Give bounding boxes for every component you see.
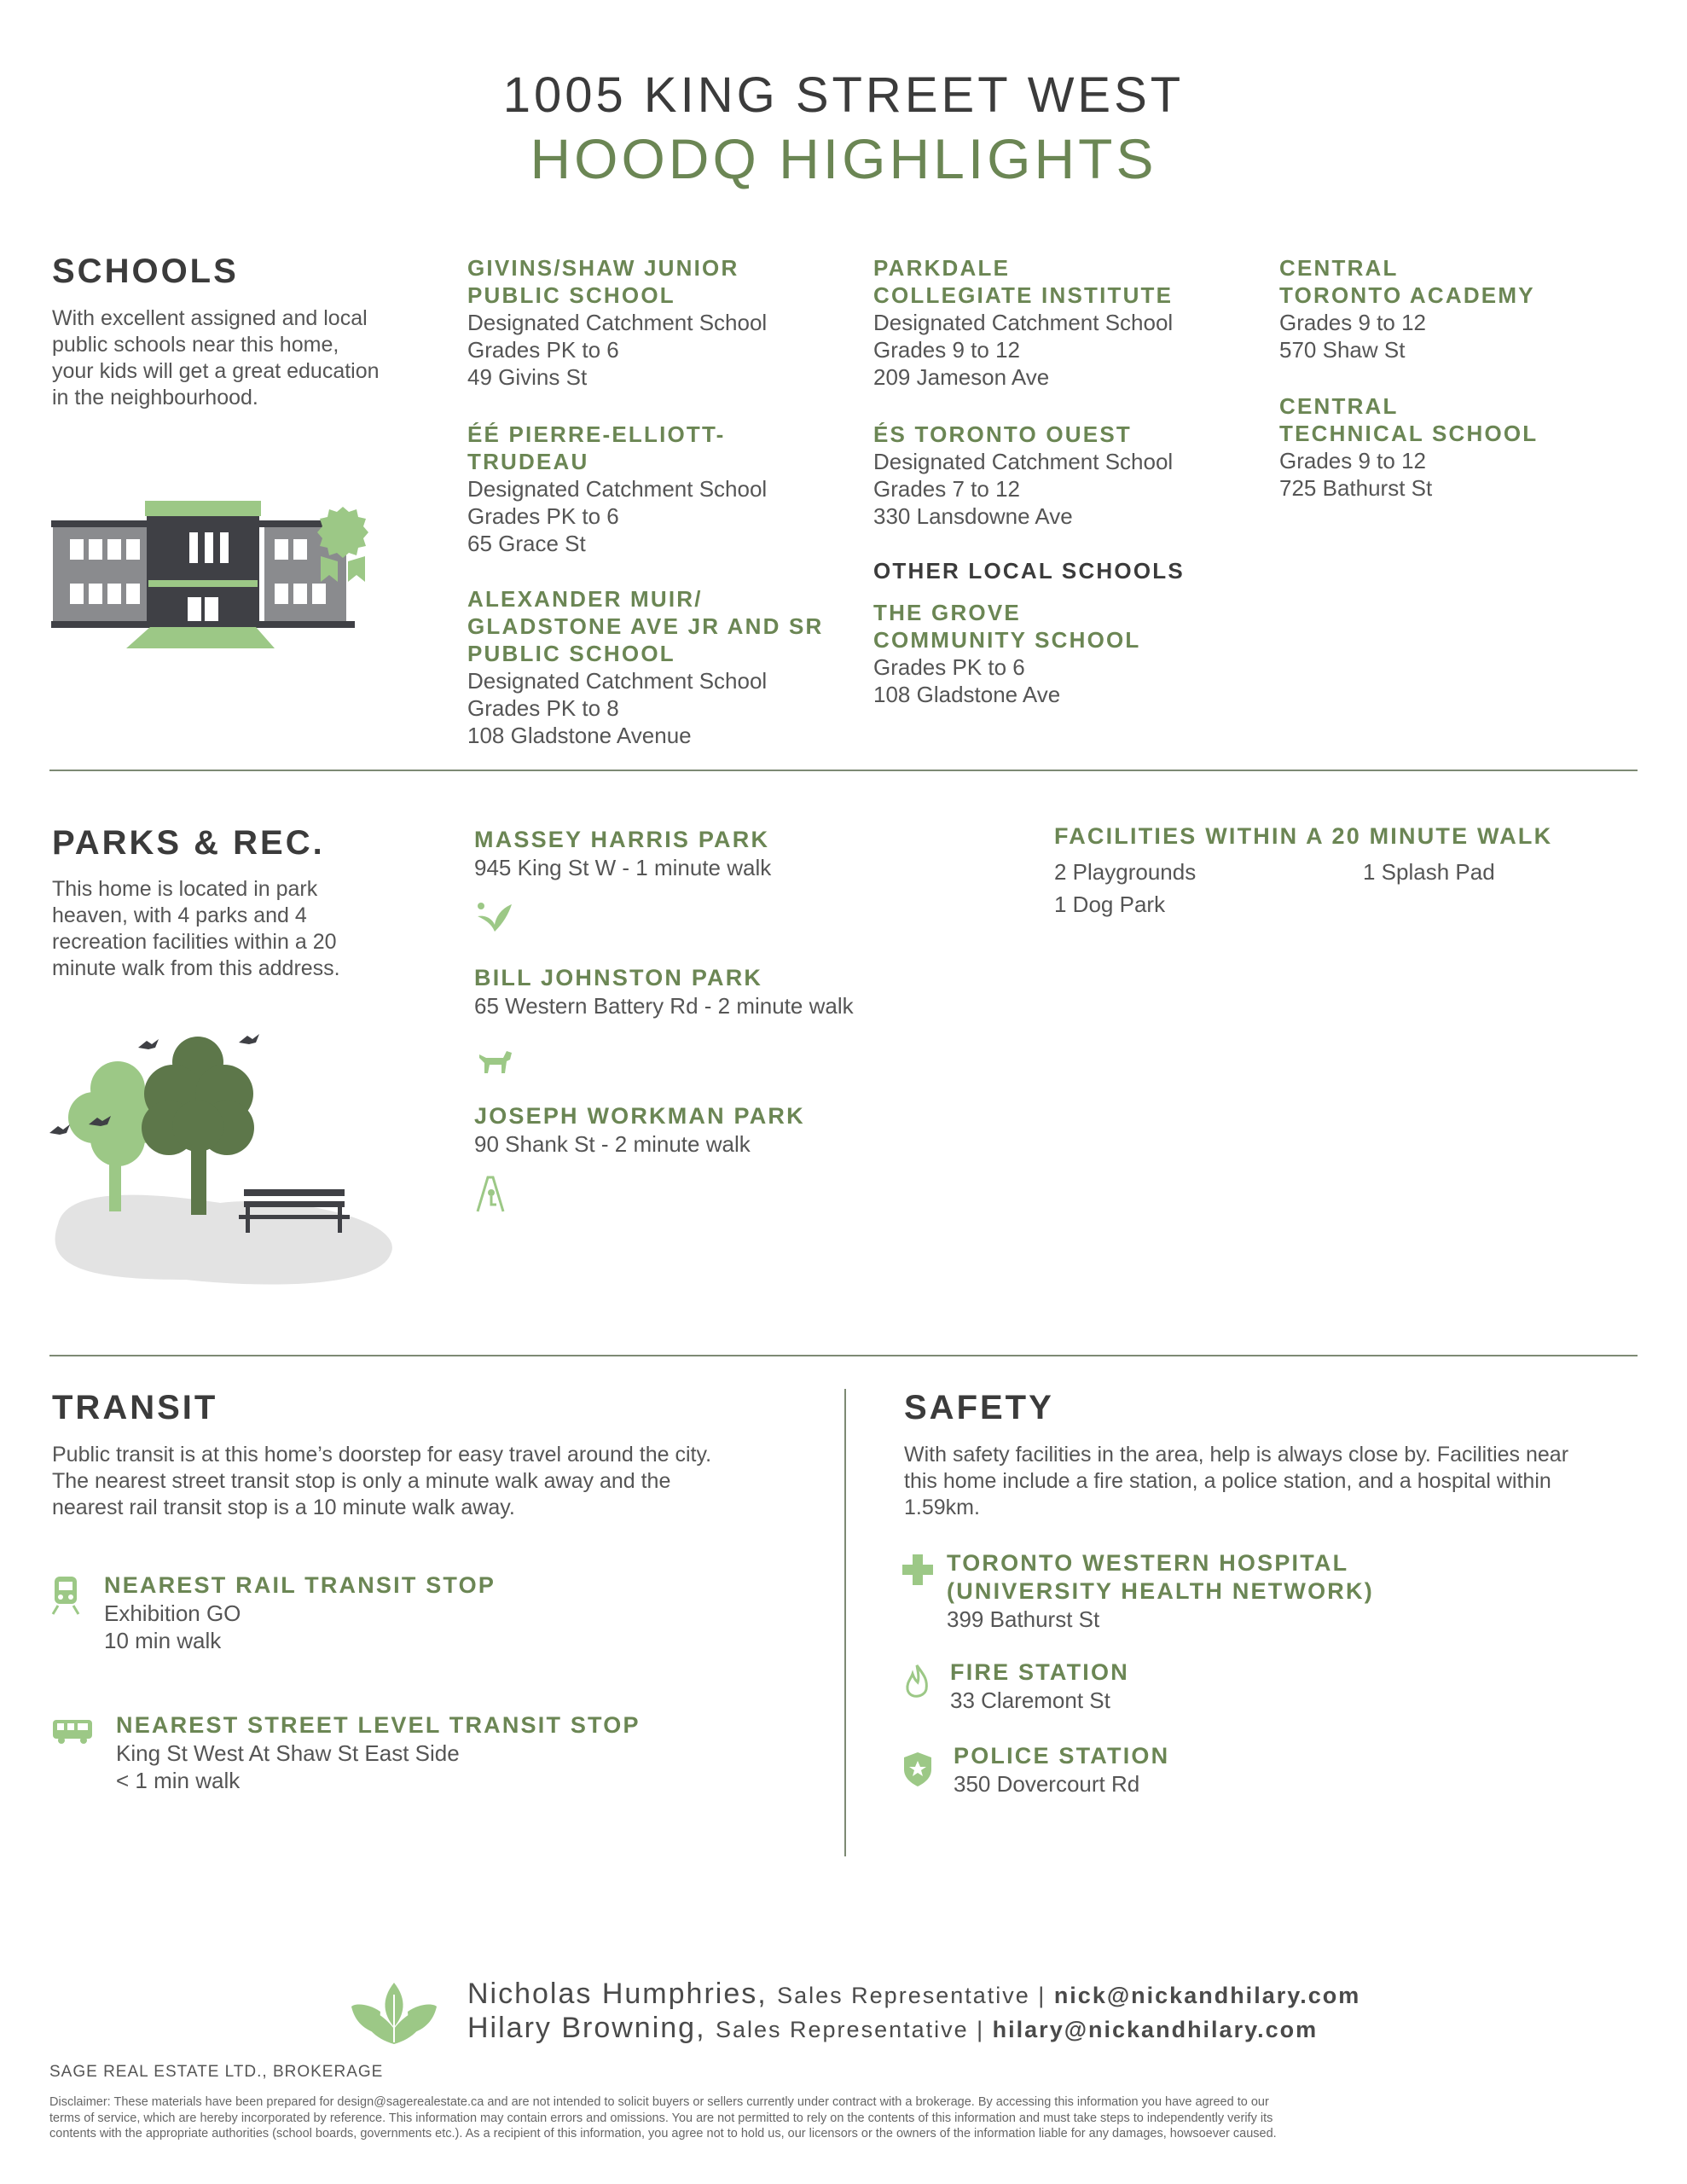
disclaimer: Disclaimer: These materials have been prepared for design@sagerealestate.ca and are not intended to solicit buyers or sellers currently under contract with a brokerage. By accessing this information you have agreed to our terms of service, which are hereby incorporated by reference. This information may contain errors and omissions. You are not permitted to rely on the contents of this information and must take steps to independently verify its contents with the appropriate authorities (school boards, governments etc.). As a recipient of this information, you agree not to hold us, our licensors or the owners of the information liable for any damages, howsoever caused. [49,2095,1277,2140]
facility-dog-park: 1 Dog Park [1054,892,1166,917]
other-local-schools-heading: OTHER LOCAL SCHOOLS [873,558,1185,584]
park-joseph-workman: JOSEPH WORKMAN PARK 90 Shank St - 2 minute walk [474,1103,805,1157]
police-station-item: POLICE STATION 350 Dovercourt Rd [954,1743,1170,1797]
hoodq-highlights-title: HOODQ HIGHLIGHTS [530,127,1157,190]
schools-heading: SCHOOLS [52,253,239,290]
schools-intro: With excellent assigned and local public schools near this home, your kids will get a great education in the neighbourhood. [52,306,380,410]
agent-email-nick[interactable]: nick@nickandhilary.com [1053,1983,1361,2008]
parks-intro: This home is located in park heaven, with 4 parks and 4 recreation facilities within a 20 minute walk from this address. [52,877,340,980]
school-parkdale-ci: PARKDALE COLLEGIATE INSTITUTE Designated Catchment School Grades 9 to 12 209 Jameson Ave [873,255,1174,390]
transit-intro: Public transit is at this home’s doorstep for easy travel around the city. The nearest street transit stop is only a minute walk away and the nearest rail transit stop is a 10 minute walk away. [52,1443,712,1519]
agent-email-hilary[interactable]: hilary@nickandhilary.com [992,2017,1319,2042]
agent-hilary: Hilary Browning, Sales Representative | hilary@nickandhilary.com [467,2012,1319,2044]
safety-heading: SAFETY [904,1389,1054,1426]
park-massey-harris: MASSEY HARRIS PARK 945 King St W - 1 minute walk [474,827,772,880]
park-bill-johnston: BILL JOHNSTON PARK 65 Western Battery Rd - 2 minute walk [474,965,854,1019]
column-divider [844,1389,846,1856]
safety-intro: With safety facilities in the area, help is always close by. Facilities near this home include a fire station, a police station, and a hospital within 1.59km. [904,1443,1569,1519]
nearest-rail-stop: NEAREST RAIL TRANSIT STOP Exhibition GO 10 min walk [104,1572,496,1653]
school-building-icon [51,488,384,650]
dog-icon [474,1046,515,1077]
school-alexander-muir: ALEXANDER MUIR/ GLADSTONE AVE JR AND SR PUBLIC SCHOOL Designated Catchment School Grades PK to 8 108 Gladstone Avenue [467,586,824,748]
splash-pad-icon [474,897,515,935]
flame-icon [904,1664,930,1703]
address-title: 1005 KING STREET WEST [502,67,1185,123]
nearest-street-stop: NEAREST STREET LEVEL TRANSIT STOP King St West At Shaw St East Side < 1 min walk [116,1712,641,1793]
train-icon [51,1575,80,1616]
brokerage-name: SAGE REAL ESTATE LTD., BROKERAGE [49,2063,384,2081]
school-es-toronto-ouest: ÉS TORONTO OUEST Designated Catchment School Grades 7 to 12 330 Lansdowne Ave [873,421,1174,529]
section-divider [49,1355,1638,1356]
school-pierre-elliott-trudeau: ÉÉ PIERRE-ELLIOTT- TRUDEAU Designated Catchment School Grades PK to 6 65 Grace St [467,421,768,556]
medical-cross-icon [901,1553,935,1587]
facility-splash-pad: 1 Splash Pad [1363,859,1495,885]
parks-heading: PARKS & REC. [52,824,325,862]
facilities-heading: FACILITIES WITHIN A 20 MINUTE WALK [1054,823,1553,849]
section-divider [49,770,1638,771]
school-central-technical: CENTRAL TECHNICAL SCHOOL Grades 9 to 12 725 Bathurst St [1279,393,1539,501]
bus-icon [51,1718,94,1745]
playground-icon [474,1174,507,1215]
hospital-item: TORONTO WESTERN HOSPITAL (UNIVERSITY HEALTH NETWORK) 399 Bathurst St [947,1550,1374,1632]
fire-station-item: FIRE STATION 33 Claremont St [950,1659,1129,1713]
sage-logo-icon [350,1978,438,2048]
school-central-toronto-academy: CENTRAL TORONTO ACADEMY Grades 9 to 12 570 Shaw St [1279,255,1535,363]
transit-heading: TRANSIT [52,1389,218,1426]
school-givins-shaw: GIVINS/SHAW JUNIOR PUBLIC SCHOOL Designated Catchment School Grades PK to 6 49 Givins St [467,255,768,390]
police-badge-icon [902,1751,933,1788]
agent-nicholas: Nicholas Humphries, Sales Representative | nick@nickandhilary.com [467,1978,1361,2010]
park-trees-bench-icon [49,1024,408,1290]
facility-playgrounds: 2 Playgrounds [1054,859,1197,885]
school-the-grove: THE GROVE COMMUNITY SCHOOL Grades PK to 6 108 Gladstone Ave [873,600,1141,707]
